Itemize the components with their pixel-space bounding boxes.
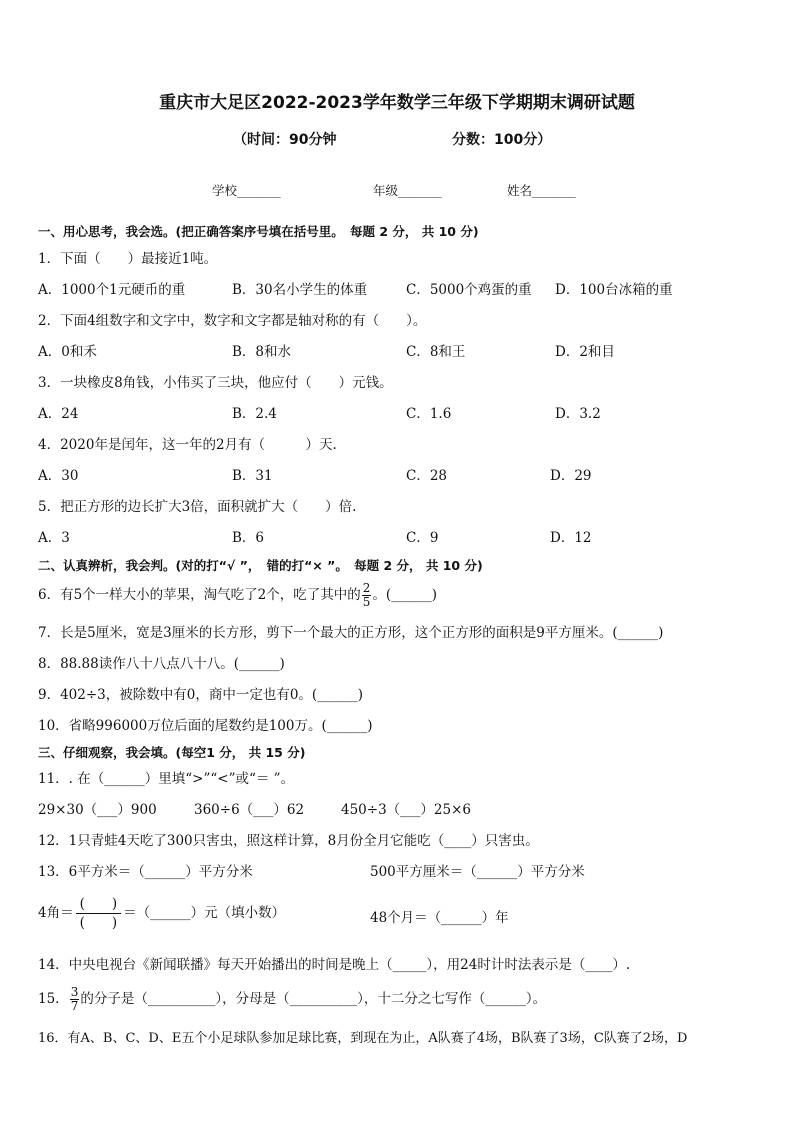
question-9: 9．402÷3，被除数中有0，商中一定也有0。(______) bbox=[38, 687, 363, 703]
q15-text: 的分子是（__________），分母是（__________），十二分之七写作（______）。 bbox=[80, 991, 547, 1007]
q2-option-b: B．8和水 bbox=[232, 344, 292, 360]
q6-fraction bbox=[362, 582, 372, 609]
q11-item-c: 450÷3（___）25×6 bbox=[341, 802, 471, 818]
q1-option-c: C．5000个鸡蛋的重 bbox=[406, 282, 532, 298]
question-11: 11．. 在（______）里填“>”“<”或“＝ ”。 bbox=[38, 771, 295, 787]
q6-answer-blank: 。(______) bbox=[372, 587, 437, 603]
section-1-heading: 一、用心思考，我会选。(把正确答案序号填在括号里。 每题 2 分， 共 10 分) bbox=[38, 224, 479, 239]
section-2-heading: 二、认真辨析，我会判。(对的打“√ ”， 错的打“× ”。 每题 2 分， 共 10 分) bbox=[38, 558, 483, 573]
q4-option-a: A．30 bbox=[38, 468, 79, 484]
q5-option-a: A．3 bbox=[38, 530, 70, 546]
question-7: 7．长是5厘米，宽是3厘米的长方形，剪下一个最大的正方形，这个正方形的面积是9平方厘米。(______) bbox=[38, 625, 664, 641]
q13c-fraction-denominator: ( ) bbox=[76, 913, 122, 932]
q3-option-a: A．24 bbox=[38, 406, 79, 422]
exam-time: （时间：90分钟 bbox=[233, 132, 337, 148]
q15-fraction-numerator: 3 bbox=[70, 985, 79, 999]
q13c-fraction-numerator: ( ) bbox=[79, 896, 118, 912]
q15-fraction bbox=[70, 986, 80, 1013]
q11-item-a: 29×30（___）900 bbox=[38, 802, 157, 818]
question-12: 12．1只青蛙4天吃了300只害虫，照这样计算，8月份全月它能吃（____）只害虫。 bbox=[38, 833, 539, 849]
section-3-heading: 三、仔细观察，我会填。(每空1 分， 共 15 分) bbox=[38, 745, 306, 760]
q13c-text: 4角＝ bbox=[38, 905, 74, 921]
question-8: 8．88.88读作八十八点八十八。(______) bbox=[38, 656, 285, 672]
question-13d: 48个月＝（______）年 bbox=[370, 910, 509, 926]
question-5: 5．把正方形的边长扩大3倍，面积就扩大（ ）倍. bbox=[38, 499, 357, 515]
q3-option-d: D．3.2 bbox=[555, 406, 601, 422]
question-2: 2．下面4组数字和文字中，数字和文字都是轴对称的有（ ）。 bbox=[38, 313, 427, 329]
question-3: 3．一块橡皮8角钱，小伟买了三块，他应付（ ）元钱。 bbox=[38, 375, 393, 391]
q1-option-d: D．100台冰箱的重 bbox=[555, 282, 673, 298]
q2-option-c: C．8和王 bbox=[406, 344, 466, 360]
q1-option-a: A．1000个1元硬币的重 bbox=[38, 282, 186, 298]
q2-option-d: D．2和目 bbox=[555, 344, 615, 360]
q15-number: 15． bbox=[38, 991, 69, 1007]
question-14: 14．中央电视台《新闻联播》每天开始播出的时间是晚上（_____），用24时计时法表示是（____）. bbox=[38, 957, 631, 973]
question-4: 4．2020年是闰年，这一年的2月有（ ）天. bbox=[38, 437, 337, 453]
q3-option-c: C．1.6 bbox=[406, 406, 452, 422]
name-field: 姓名_______ bbox=[507, 183, 576, 198]
q15-fraction-denominator: 7 bbox=[70, 999, 79, 1013]
question-13a: 13．6平方米＝（______）平方分米 bbox=[38, 864, 253, 880]
page-title: 重庆市大足区2022-2023学年数学三年级下学期期末调研试题 bbox=[159, 93, 635, 113]
question-6 bbox=[38, 582, 437, 609]
question-1: 1．下面（ ）最接近1吨。 bbox=[38, 251, 218, 267]
question-13b: 500平方厘米＝（______）平方分米 bbox=[370, 864, 585, 880]
q4-option-b: B．31 bbox=[232, 468, 273, 484]
q6-fraction-numerator: 2 bbox=[362, 581, 371, 595]
q5-option-d: D．12 bbox=[550, 530, 592, 546]
school-field: 学校_______ bbox=[212, 183, 281, 198]
q4-option-d: D．29 bbox=[550, 468, 592, 484]
question-13c bbox=[38, 895, 285, 932]
question-10: 10．省略996000万位后面的尾数约是100万。(______) bbox=[38, 718, 373, 734]
question-16: 16．有A、B、C、D、E五个小足球队参加足球比赛，到现在为止，A队赛了4场，B队赛了3场，C队赛了2场，D bbox=[38, 1031, 688, 1046]
q13c-answer: ＝（______）元（填小数） bbox=[123, 905, 286, 921]
q5-option-c: C．9 bbox=[406, 530, 439, 546]
q3-option-b: B．2.4 bbox=[232, 406, 277, 422]
q5-option-b: B．6 bbox=[232, 530, 265, 546]
q11-item-b: 360÷6（___）62 bbox=[194, 802, 305, 818]
q6-text: 6．有5个一样大小的苹果，淘气吃了2个，吃了其中的 bbox=[38, 587, 361, 603]
q1-option-b: B．30名小学生的体重 bbox=[232, 282, 368, 298]
exam-score: 分数：100分） bbox=[452, 132, 552, 148]
q6-fraction-denominator: 5 bbox=[362, 595, 371, 609]
question-15 bbox=[38, 986, 546, 1013]
q2-option-a: A．0和禾 bbox=[38, 344, 97, 360]
q4-option-c: C．28 bbox=[406, 468, 448, 484]
grade-field: 年级_______ bbox=[373, 183, 442, 198]
q13c-fraction bbox=[76, 895, 122, 932]
